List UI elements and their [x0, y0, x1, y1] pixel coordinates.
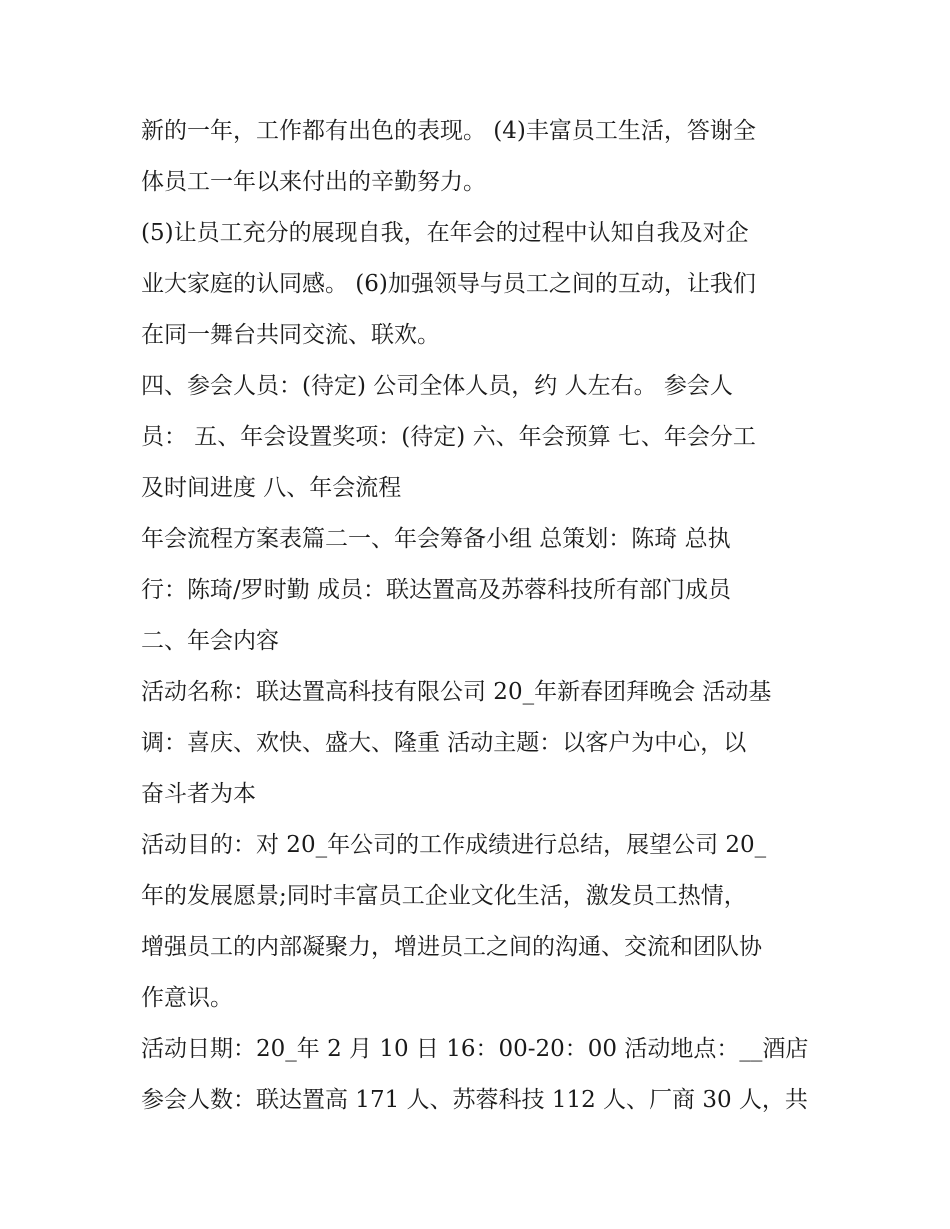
text-line: 活动目的：对 20_年公司的工作成绩进行总结，展望公司 20_	[141, 832, 767, 858]
text-line: 二、年会内容	[141, 628, 279, 654]
text-line: 奋斗者为本	[141, 781, 256, 807]
text-line: 参会人数：联达置高 171 人、苏蓉科技 112 人、厂商 30 人，共	[141, 1087, 808, 1113]
text-line: 业大家庭的认同感。 (6)加强领导与员工之间的互动，让我们	[141, 271, 756, 297]
text-line: 调：喜庆、欢快、盛大、隆重 活动主题：以客户为中心，以	[141, 730, 747, 756]
text-line: 在同一舞台共同交流、联欢。	[141, 322, 440, 348]
text-line: 四、参会人员：(待定) 公司全体人员，约 人左右。 参会人	[141, 373, 733, 399]
text-line: 体员工一年以来付出的辛勤努力。	[141, 169, 486, 195]
text-line: 年的发展愿景;同时丰富员工企业文化生活，激发员工热情，	[141, 883, 747, 909]
text-line: 活动名称：联达置高科技有限公司 20_年新春团拜晚会 活动基	[141, 679, 772, 705]
text-line: 员： 五、年会设置奖项：(待定) 六、年会预算 七、年会分工	[141, 424, 756, 450]
text-line: 年会流程方案表篇二一、年会筹备小组 总策划：陈琦 总执	[141, 526, 731, 552]
text-line: (5)让员工充分的展现自我，在年会的过程中认知自我及对企	[141, 220, 749, 246]
text-line: 活动日期：20_年 2 月 10 日 16：00-20：00 活动地点：__酒店	[141, 1036, 809, 1062]
text-line: 作意识。	[141, 985, 233, 1011]
text-line: 行：陈琦/罗时勤 成员：联达置高及苏蓉科技所有部门成员	[141, 577, 732, 603]
text-line: 新的一年，工作都有出色的表现。 (4)丰富员工生活，答谢全	[141, 118, 756, 144]
document-body	[141, 106, 821, 1126]
text-line: 增强员工的内部凝聚力，增进员工之间的沟通、交流和团队协	[141, 934, 762, 960]
text-line: 及时间进度 八、年会流程	[141, 475, 402, 501]
